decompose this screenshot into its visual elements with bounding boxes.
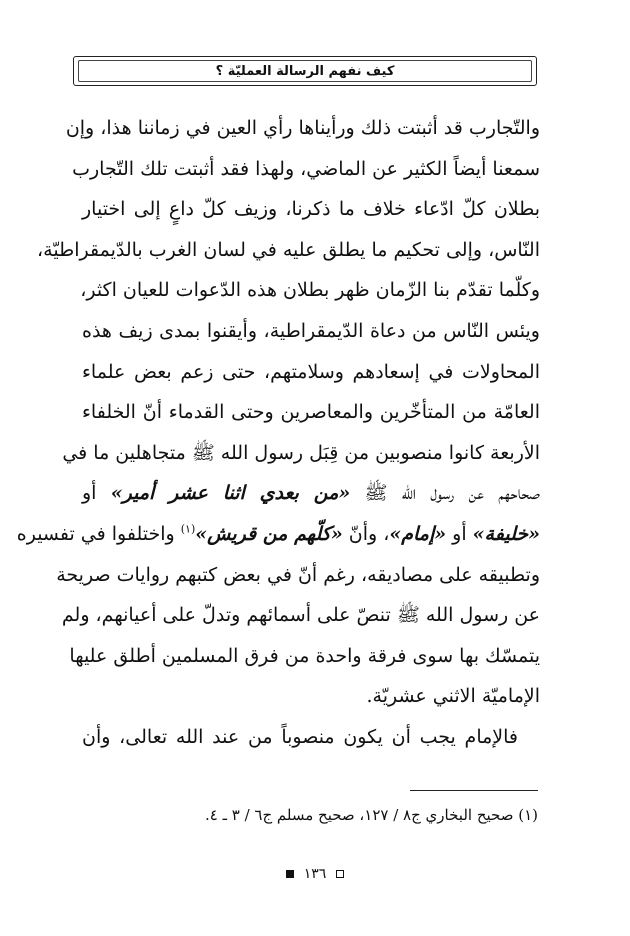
hadith-quote: «من بعدي اثنا عشر أمير»	[110, 482, 351, 505]
filled-square-icon	[286, 870, 294, 878]
hadith-quote: «خليفة»	[472, 522, 540, 545]
running-header-title: كيف نفهم الرسالة العمليّة ؟	[215, 63, 395, 79]
text-line: العامّة من المتأخّرين والمعاصرين وحتى القدماء أنّ الخلفاء	[82, 401, 540, 424]
text-line: يتمسّك بها سوى فرقة واحدة من فرق المسلمين أطلق عليها	[69, 644, 540, 667]
text-line	[82, 473, 540, 514]
text-segment: صحاحهم عن رسول الله ﷺ	[364, 482, 540, 505]
text-segment: أو	[82, 482, 97, 505]
text-line: الأربعة كانوا منصوبين من قِبَل رسول الله ﷺ متجاهلين ما في	[62, 441, 540, 464]
hadith-quote: «كلّهم من قريش»	[195, 522, 343, 545]
text-line: والتّجارب قد أثبتت ذلك ورأيناها رأي العين في زماننا هذا، وإن	[65, 117, 540, 139]
text-line	[16, 514, 540, 555]
text-line: المحاولات في إسعادهم وسلامتهم، حتى زعم بعض علماء	[82, 360, 540, 383]
page-number: ١٣٦	[303, 866, 327, 882]
body-text	[16, 108, 540, 758]
text-segment: أو	[452, 522, 467, 545]
footnote-separator	[410, 790, 538, 791]
text-line: ويئس النّاس من دعاة الدّيمقراطية، وأيقنوا بمدى زيف هذه	[82, 319, 540, 342]
footnote: (١) صحيح البخاري ج٨ / ١٢٧، صحيح مسلم ج٦ / ٣ ـ ٤.	[204, 806, 538, 824]
text-segment: واختلفوا في تفسيره	[16, 522, 175, 545]
text-segment: ، وأنّ	[348, 522, 390, 545]
footnote-marker: (١)	[180, 522, 196, 536]
text-line: وتطبيقه على مصاديقه، رغم أنّ في بعض كتبهم روايات صريحة	[56, 563, 540, 586]
text-line: النّاس، وإلى تحكيم ما يطلق عليه في لسان الغرب بالدّيمقراطيّة،	[37, 238, 540, 261]
text-line: الإماميّة الاثني عشريّة.	[366, 685, 540, 708]
text-line: بطلان كلّ ادّعاء خلاف ما ذكرنا، وزيف كلّ داعٍ إلى اختيار	[82, 198, 540, 221]
hadith-quote: «إمام»	[389, 522, 447, 545]
open-square-icon	[336, 870, 344, 878]
page-footer	[0, 866, 630, 882]
running-header	[73, 56, 537, 86]
text-line: فالإمام يجب أن يكون منصوباً من عند الله تعالى، وأن	[82, 725, 518, 748]
text-line: سمعنا أيضاً الكثير عن الماضي، ولهذا فقد أثبتت تلك التّجارب	[72, 157, 540, 180]
text-line: وكلّما تقدّم بنا الزّمان ظهر بطلان هذه الدّعوات للعيان اكثر،	[80, 279, 540, 302]
text-line: عن رسول الله ﷺ تنصّ على أسمائهم وتدلّ على أعيانهم، ولم	[61, 604, 540, 627]
